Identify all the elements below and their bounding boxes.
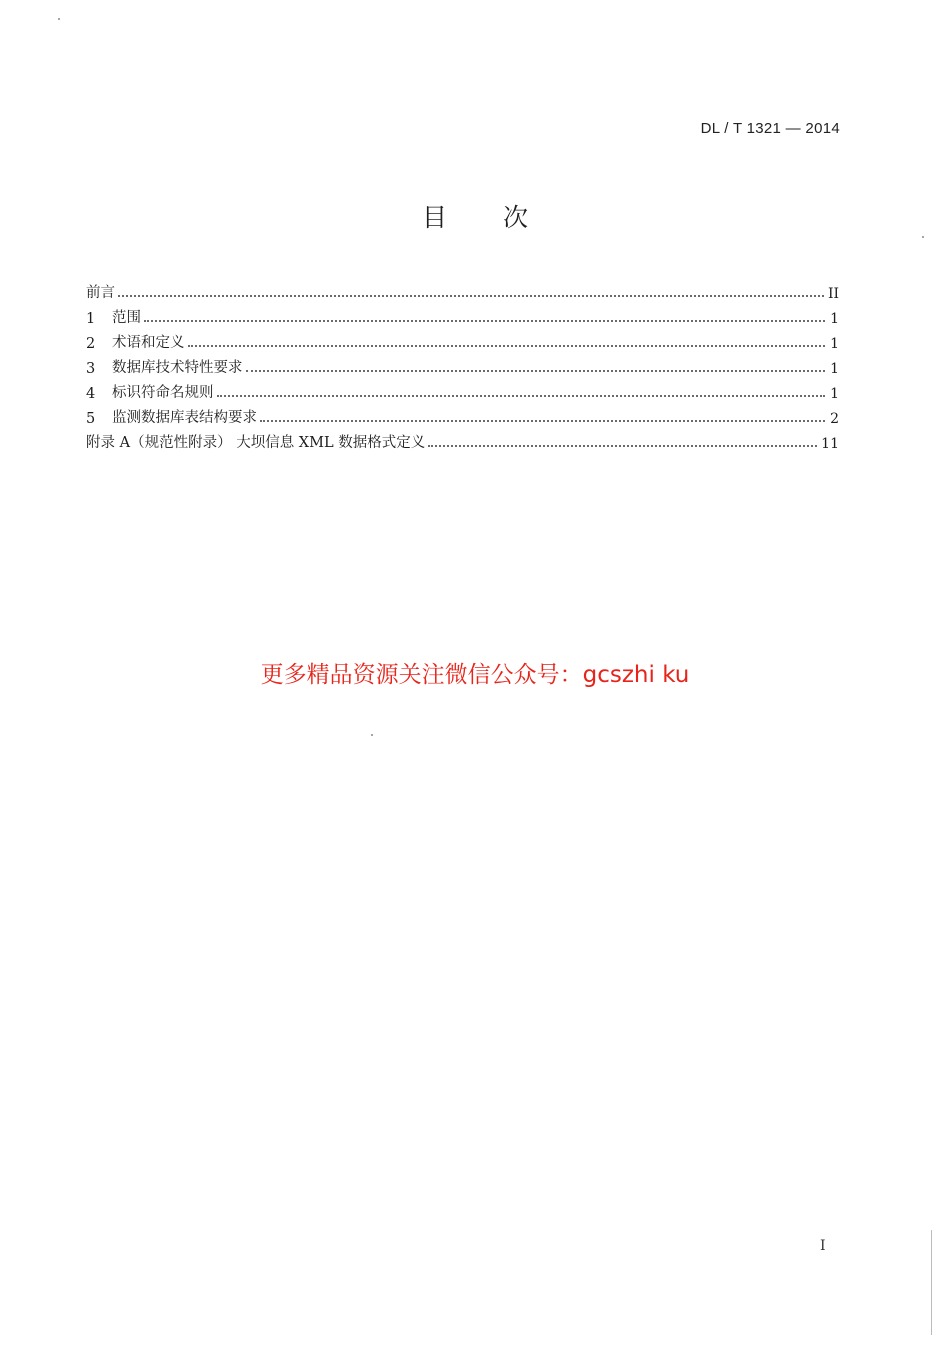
toc-title-char-2: 次 xyxy=(503,203,529,232)
toc-entry-page: 1 xyxy=(830,311,839,327)
toc-leader-dots xyxy=(246,370,826,372)
toc-leader-dots xyxy=(260,420,825,422)
toc-entry-page: 1 xyxy=(830,386,839,402)
scan-speck xyxy=(371,734,373,736)
toc-leader-dots xyxy=(217,395,826,397)
toc-leader-dots xyxy=(118,295,824,297)
toc-entry-page: 11 xyxy=(821,436,839,452)
scan-speck xyxy=(58,18,60,20)
document-code: DL / T 1321 — 2014 xyxy=(700,120,840,137)
toc-entry-page: 1 xyxy=(830,336,839,352)
toc-entry-page: 2 xyxy=(830,411,839,427)
toc-leader-dots xyxy=(144,320,825,322)
toc-entry-database-requirements[interactable] xyxy=(86,352,839,377)
toc-entry-table-structure[interactable] xyxy=(86,402,839,427)
toc-entry-number: 1 xyxy=(86,311,96,327)
toc-entry-scope[interactable] xyxy=(86,302,839,327)
toc-entry-label: 术语和定义 xyxy=(112,335,185,351)
toc-entry-label: 附录 A（规范性附录） 大坝信息 XML 数据格式定义 xyxy=(86,435,426,451)
toc-leader-dots xyxy=(428,445,817,447)
toc-entry-label: 标识符命名规则 xyxy=(112,385,214,401)
toc-leader-dots xyxy=(188,345,826,347)
toc-entry-page: 1 xyxy=(830,361,839,377)
scan-edge-line xyxy=(931,1230,932,1335)
page-number: I xyxy=(820,1238,826,1254)
toc-entry-label: 数据库技术特性要求 xyxy=(112,360,243,376)
table-of-contents xyxy=(86,277,839,452)
toc-entry-label: 监测数据库表结构要求 xyxy=(112,410,257,426)
toc-entry-number: 5 xyxy=(86,411,96,427)
toc-entry-appendix-a[interactable] xyxy=(86,427,839,452)
toc-entry-page: II xyxy=(827,286,839,302)
toc-entry-naming-rules[interactable] xyxy=(86,377,839,402)
scan-speck xyxy=(922,236,924,238)
watermark-text: 更多精品资源关注微信公众号：gcszhi ku xyxy=(260,662,690,688)
toc-entry-number: 2 xyxy=(86,336,96,352)
toc-title xyxy=(0,198,950,234)
toc-entry-foreword[interactable] xyxy=(86,277,839,302)
toc-entry-label: 前言 xyxy=(86,285,115,301)
toc-title-char-1: 目 xyxy=(421,203,447,232)
toc-entry-number: 3 xyxy=(86,361,96,377)
toc-entry-label: 范围 xyxy=(112,310,141,326)
toc-entry-number: 4 xyxy=(86,386,96,402)
toc-entry-terms[interactable] xyxy=(86,327,839,352)
